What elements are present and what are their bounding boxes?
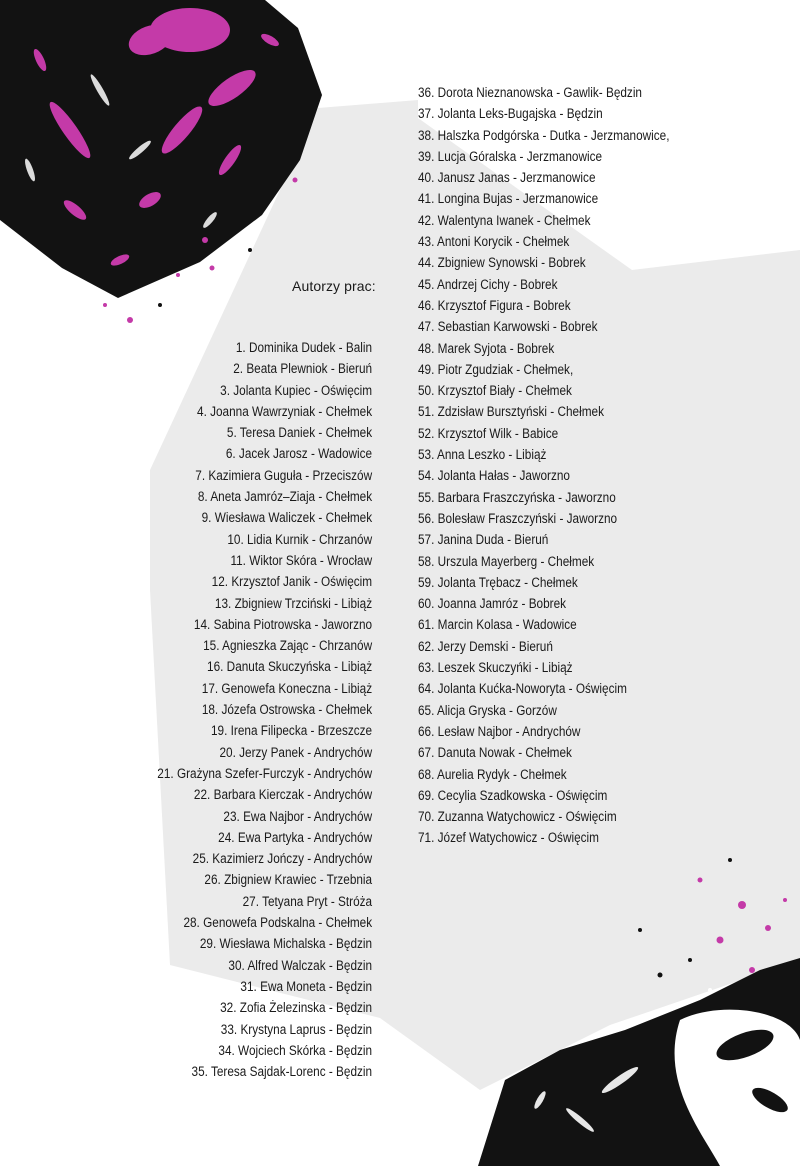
- list-item: 30. Alfred Walczak - Będzin: [228, 957, 372, 973]
- list-item: 60. Joanna Jamróz - Bobrek: [418, 596, 567, 612]
- list-item: 51. Zdzisław Bursztyński - Chełmek: [418, 404, 604, 420]
- list-item: 14. Sabina Piotrowska - Jaworzno: [193, 616, 372, 632]
- list-item: 17. Genowefa Koneczna - Libiąż: [201, 680, 372, 696]
- list-item: 34. Wojciech Skórka - Będzin: [218, 1042, 372, 1058]
- list-item: 56. Bolesław Fraszczyński - Jaworzno: [418, 510, 618, 526]
- list-item: 61. Marcin Kolasa - Wadowice: [418, 617, 577, 633]
- list-item: 33. Krystyna Laprus - Będzin: [220, 1021, 372, 1037]
- list-item: 47. Sebastian Karwowski - Bobrek: [418, 319, 598, 335]
- list-item: 41. Longina Bujas - Jerzmanowice: [418, 191, 599, 207]
- list-item: 1. Dominika Dudek - Balin: [235, 340, 372, 355]
- list-item: 4. Joanna Wawrzyniak - Chełmek: [196, 403, 372, 419]
- list-item: 28. Genowefa Podskalna - Chełmek: [183, 915, 372, 931]
- list-item: 24. Ewa Partyka - Andrychów: [218, 829, 372, 845]
- list-item: 19. Irena Filipecka - Brzeszcze: [210, 723, 372, 739]
- list-item: 13. Zbigniew Trzciński - Libiąż: [214, 595, 372, 611]
- list-item: 59. Jolanta Trębacz - Chełmek: [418, 574, 578, 590]
- list-item: 55. Barbara Fraszczyńska - Jaworzno: [418, 489, 616, 505]
- list-item: 31. Ewa Moneta - Będzin: [240, 978, 372, 994]
- list-item: 15. Agnieszka Zając - Chrzanów: [203, 638, 372, 654]
- authors-list-right: [418, 82, 704, 849]
- list-item: 36. Dorota Nieznanowska - Gawlik- Będzin: [418, 85, 643, 100]
- list-item: 44. Zbigniew Synowski - Bobrek: [418, 255, 586, 271]
- list-item: 49. Piotr Zgudziak - Chełmek,: [418, 361, 574, 377]
- list-item: 20. Jerzy Panek - Andrychów: [219, 744, 372, 760]
- list-item: 53. Anna Leszko - Libiąż: [418, 447, 547, 463]
- list-item: 62. Jerzy Demski - Bieruń: [418, 638, 553, 654]
- list-item: 22. Barbara Kierczak - Andrychów: [193, 787, 372, 803]
- list-item: 50. Krzysztof Biały - Chełmek: [418, 383, 572, 399]
- list-item: 6. Jacek Jarosz - Wadowice: [225, 446, 372, 462]
- list-item: 32. Zofia Żelezinska - Będzin: [220, 1000, 372, 1016]
- list-item: 67. Danuta Nowak - Chełmek: [418, 745, 572, 761]
- list-item: 38. Halszka Podgórska - Dutka - Jerzmanowice,: [418, 127, 670, 143]
- list-item: 58. Urszula Mayerberg - Chełmek: [418, 553, 595, 569]
- list-item: 48. Marek Syjota - Bobrek: [418, 340, 555, 356]
- authors-list-left: [128, 337, 372, 1082]
- list-item: 3. Jolanta Kupiec - Oświęcim: [220, 382, 372, 398]
- list-item: 65. Alicja Gryska - Gorzów: [418, 702, 557, 718]
- list-item: 29. Wiesława Michalska - Będzin: [199, 936, 372, 952]
- list-item: 26. Zbigniew Krawiec - Trzebnia: [204, 872, 372, 888]
- list-item: 69. Cecylia Szadkowska - Oświęcim: [418, 787, 608, 803]
- list-item: 9. Wiesława Waliczek - Chełmek: [201, 510, 372, 526]
- list-item: 52. Krzysztof Wilk - Babice: [418, 425, 559, 441]
- list-item: 39. Lucja Góralska - Jerzmanowice: [418, 148, 603, 164]
- list-item: 54. Jolanta Hałas - Jaworzno: [418, 468, 570, 484]
- list-item: 10. Lidia Kurnik - Chrzanów: [227, 531, 372, 547]
- list-item: 45. Andrzej Cichy - Bobrek: [418, 276, 558, 292]
- list-item: 70. Zuzanna Watychowicz - Oświęcim: [418, 809, 617, 825]
- list-item: 46. Krzysztof Figura - Bobrek: [418, 297, 571, 313]
- list-item: 12. Krzysztof Janik - Oświęcim: [211, 574, 372, 590]
- list-item: 37. Jolanta Leks-Bugajska - Będzin: [418, 106, 603, 122]
- list-item: 64. Jolanta Kućka-Noworyta - Oświęcim: [418, 681, 627, 697]
- list-item: 18. Józefa Ostrowska - Chełmek: [201, 702, 372, 718]
- list-item: 68. Aurelia Rydyk - Chełmek: [418, 766, 567, 782]
- list-item: 66. Lesław Najbor - Andrychów: [418, 723, 581, 739]
- list-item: 35. Teresa Sajdak-Lorenc - Będzin: [191, 1064, 372, 1080]
- list-item: 7. Kazimiera Guguła - Przeciszów: [195, 467, 372, 483]
- list-item: 42. Walentyna Iwanek - Chełmek: [418, 212, 591, 228]
- list-item: 27. Tetyana Pryt - Stróża: [242, 893, 372, 909]
- list-item: 63. Leszek Skuczyńki - Libiąż: [418, 660, 573, 676]
- list-item: 23. Ewa Najbor - Andrychów: [223, 808, 372, 824]
- list-item: 8. Aneta Jamróz–Ziaja - Chełmek: [197, 489, 372, 505]
- list-item: 40. Janusz Janas - Jerzmanowice: [418, 170, 596, 186]
- list-item: 11. Wiktor Skóra - Wrocław: [230, 552, 372, 568]
- list-item: 16. Danuta Skuczyńska - Libiąż: [206, 659, 372, 675]
- list-item: 21. Grażyna Szefer-Furczyk - Andrychów: [157, 765, 372, 781]
- list-item: 5. Teresa Daniek - Chełmek: [226, 425, 372, 441]
- list-item: 71. Józef Watychowicz - Oświęcim: [418, 830, 599, 846]
- list-item: 25. Kazimierz Jończy - Andrychów: [192, 851, 372, 867]
- list-item: 57. Janina Duda - Bieruń: [418, 532, 549, 548]
- page-heading: Autorzy prac:: [292, 278, 376, 294]
- list-item: 2. Beata Plewniok - Bieruń: [233, 361, 372, 377]
- list-item: 43. Antoni Korycik - Chełmek: [418, 234, 570, 250]
